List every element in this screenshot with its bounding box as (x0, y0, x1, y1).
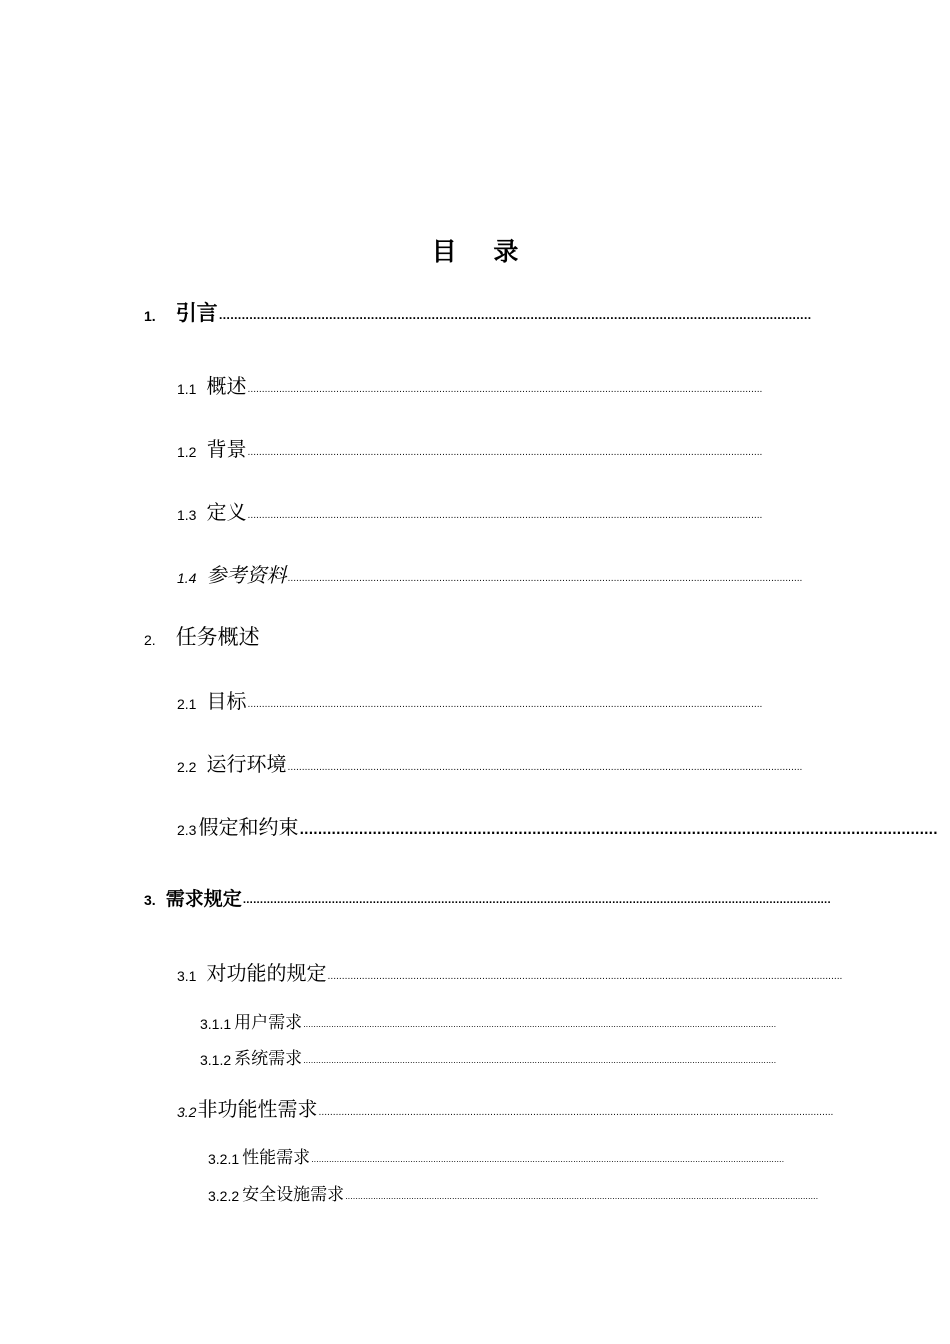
toc-entry-number: 1. (144, 308, 156, 324)
dot-leader: .................................................................................................................................................................................... (327, 972, 843, 982)
dot-leader: .......................................................................................................................................................................................... (345, 1192, 819, 1201)
toc-entry-number: 3. (144, 892, 156, 908)
toc-entry-label: 运行环境 (206, 752, 287, 776)
toc-entry-number: 3.2 (177, 1104, 197, 1120)
toc-entry-label: 参考资料 (206, 563, 287, 587)
dot-leader: .................................................................................................................................................................................... (247, 511, 763, 521)
toc-entry-3-1[interactable] (177, 957, 843, 986)
dot-leader: ............................................................................................................................................................................ (242, 896, 831, 906)
toc-entry-2-1[interactable] (177, 685, 804, 714)
toc-entry-1[interactable] (144, 297, 812, 327)
toc-entry-label: 需求规定 (165, 888, 242, 910)
toc-entry-number: 2.3 (177, 822, 197, 838)
toc-entry-number: 3.2.1 (208, 1151, 240, 1167)
toc-entry-3-1-2[interactable] (200, 1044, 804, 1069)
toc-entry-number: 1.3 (177, 507, 197, 523)
toc-entry-number: 3.2.2 (208, 1188, 240, 1204)
toc-entry-label: 定义 (206, 500, 247, 524)
toc-entry-3-1-1[interactable] (200, 1008, 804, 1033)
dot-leader: .................................................................................................................................................................................... (287, 763, 803, 773)
toc-entry-number: 3.1.2 (200, 1052, 232, 1068)
toc-entry-number: 1.4 (177, 570, 197, 586)
toc-entry-3-2-2[interactable] (208, 1180, 819, 1205)
toc-entry-label: 概述 (206, 374, 247, 398)
dot-leader: .................................................................................................................................................................................... (247, 700, 763, 710)
toc-entry-number: 2.2 (177, 759, 197, 775)
toc-entry-label: 用户需求 (234, 1013, 303, 1033)
toc-entry-1-3[interactable] (177, 496, 804, 525)
toc-entry-label: 系统需求 (234, 1049, 303, 1069)
dot-leader: ............................................................................................................................................ (299, 823, 938, 837)
toc-entry-number: 3.1 (177, 968, 197, 984)
toc-entry-label: 对功能的规定 (206, 961, 327, 985)
toc-entry-label: 假定和约束 (198, 815, 299, 839)
dot-leader: ............................................................................................................................................................ (218, 311, 812, 322)
toc-entry-label: 性能需求 (242, 1148, 311, 1168)
toc-entry-3[interactable] (144, 884, 831, 911)
dot-leader: .................................................................................................................................................................................... (318, 1108, 834, 1118)
toc-entry-number: 2. (144, 632, 156, 648)
toc-entry-1-2[interactable] (177, 433, 804, 462)
dot-leader: .................................................................................................................................................................................... (287, 574, 803, 584)
toc-entry-number: 1.2 (177, 444, 197, 460)
toc-entry-label: 安全设施需求 (242, 1185, 345, 1205)
toc-title: 目 录 (431, 237, 533, 266)
toc-entry-2-2[interactable] (177, 748, 804, 777)
dot-leader: .................................................................................................................................................................................... (247, 385, 763, 395)
toc-entry-label: 引言 (175, 301, 218, 325)
toc-entry-number: 1.1 (177, 381, 197, 397)
toc-entry-2[interactable] (144, 621, 804, 651)
dot-leader: .......................................................................................................................................................................................... (311, 1155, 785, 1164)
toc-entry-number: 3.1.1 (200, 1016, 232, 1032)
dot-leader: .................................................................................................................................................................................... (247, 448, 763, 458)
toc-entry-1-1[interactable] (177, 370, 804, 399)
toc-entry-3-2[interactable] (177, 1093, 834, 1122)
toc-entry-label: 背景 (206, 437, 247, 461)
toc-entry-1-4[interactable] (177, 559, 804, 588)
dot-leader: .......................................................................................................................................................................................... (303, 1056, 777, 1065)
toc-entry-label: 任务概述 (175, 625, 260, 649)
toc-entry-number: 2.1 (177, 696, 197, 712)
dot-leader: .......................................................................................................................................................................................... (303, 1020, 777, 1029)
toc-entry-2-3[interactable] (177, 811, 938, 840)
toc-entry-label: 目标 (206, 689, 247, 713)
toc-entry-3-2-1[interactable] (208, 1143, 804, 1168)
toc-entry-label: 非功能性需求 (197, 1097, 318, 1121)
